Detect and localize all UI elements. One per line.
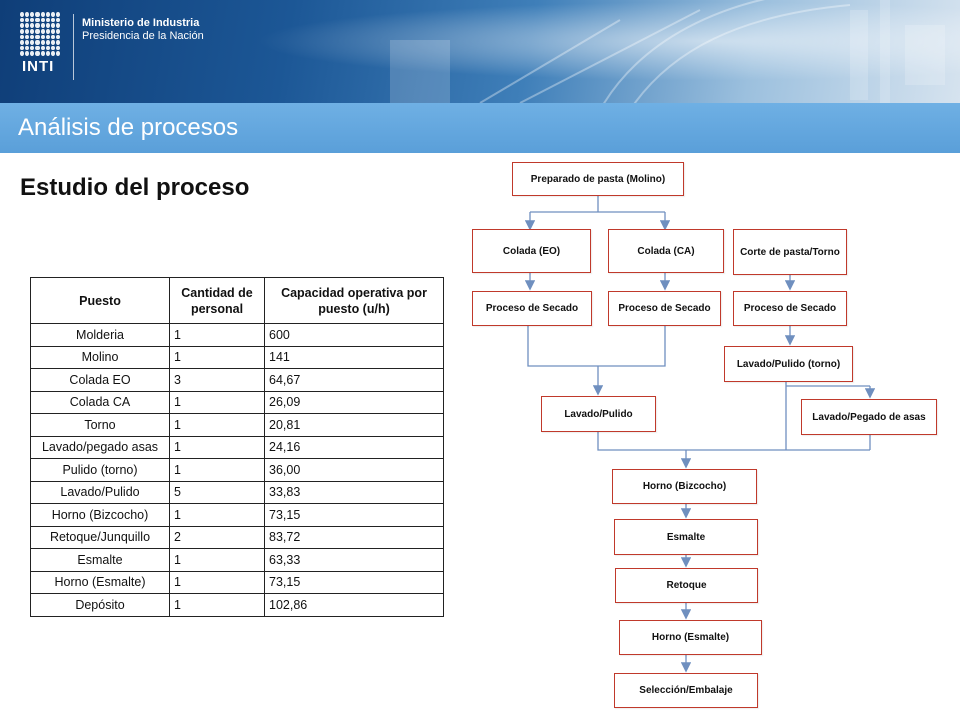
flow-box-corte: Corte de pasta/Torno (733, 229, 847, 275)
flow-box-horno-bizcocho: Horno (Bizcocho) (612, 469, 757, 504)
table-row (31, 526, 444, 549)
column-header-cantidad: Cantidad de personal (170, 278, 265, 324)
table-row (31, 459, 444, 482)
cell-capacidad: 20,81 (265, 414, 444, 437)
ministry-line-2: Presidencia de la Nación (82, 30, 204, 42)
banner-decoration (0, 0, 960, 103)
connector-secado1 (528, 326, 598, 366)
cell-capacidad: 36,00 (265, 459, 444, 482)
cell-capacidad: 102,86 (265, 594, 444, 617)
cell-capacidad: 73,15 (265, 571, 444, 594)
connector-secado2 (598, 326, 665, 366)
cell-cantidad: 1 (170, 346, 265, 369)
cell-cantidad: 1 (170, 504, 265, 527)
column-header-capacidad: Capacidad operativa por puesto (u/h) (265, 278, 444, 324)
table-row (31, 549, 444, 572)
flow-box-lavado-pulido: Lavado/Pulido (541, 396, 656, 432)
inti-logo-icon (20, 12, 60, 56)
table-row (31, 369, 444, 392)
flow-box-seleccion: Selección/Embalaje (614, 673, 758, 708)
cell-puesto: Molino (31, 346, 170, 369)
cell-cantidad: 1 (170, 324, 265, 347)
cell-capacidad: 33,83 (265, 481, 444, 504)
table-row (31, 391, 444, 414)
logo-text: INTI (22, 58, 55, 75)
flow-box-secado-2: Proceso de Secado (608, 291, 721, 326)
title-bar (0, 103, 960, 153)
cell-capacidad: 63,33 (265, 549, 444, 572)
column-header-puesto: Puesto (31, 278, 170, 324)
cell-puesto: Molderia (31, 324, 170, 347)
flow-box-lavado-pegado: Lavado/Pegado de asas (801, 399, 937, 435)
flow-box-retoque: Retoque (615, 568, 758, 603)
logo-divider (73, 14, 74, 80)
table-row (31, 324, 444, 347)
table-row (31, 346, 444, 369)
cell-capacidad: 24,16 (265, 436, 444, 459)
flow-box-preparado: Preparado de pasta (Molino) (512, 162, 684, 196)
cell-cantidad: 1 (170, 414, 265, 437)
cell-capacidad: 83,72 (265, 526, 444, 549)
cell-cantidad: 1 (170, 571, 265, 594)
section-subtitle: Estudio del proceso (20, 174, 250, 201)
table-row (31, 414, 444, 437)
cell-cantidad: 2 (170, 526, 265, 549)
flow-box-secado-3: Proceso de Secado (733, 291, 847, 326)
cell-cantidad: 1 (170, 594, 265, 617)
cell-cantidad: 5 (170, 481, 265, 504)
cell-capacidad: 73,15 (265, 504, 444, 527)
cell-puesto: Esmalte (31, 549, 170, 572)
cell-puesto: Colada CA (31, 391, 170, 414)
flow-box-colada-eo: Colada (EO) (472, 229, 591, 273)
table-row (31, 571, 444, 594)
cell-puesto: Torno (31, 414, 170, 437)
cell-puesto: Pulido (torno) (31, 459, 170, 482)
cell-capacidad: 600 (265, 324, 444, 347)
flow-box-secado-1: Proceso de Secado (472, 291, 592, 326)
cell-cantidad: 1 (170, 459, 265, 482)
cell-capacidad: 26,09 (265, 391, 444, 414)
table-row (31, 504, 444, 527)
cell-puesto: Horno (Bizcocho) (31, 504, 170, 527)
process-table (30, 277, 444, 617)
table-row (31, 436, 444, 459)
table-header-row (31, 278, 444, 324)
cell-cantidad: 1 (170, 436, 265, 459)
cell-cantidad: 1 (170, 549, 265, 572)
flow-box-esmalte: Esmalte (614, 519, 758, 555)
cell-puesto: Retoque/Junquillo (31, 526, 170, 549)
page-title: Análisis de procesos (18, 114, 239, 141)
flow-box-horno-esmalte: Horno (Esmalte) (619, 620, 762, 655)
table-row (31, 481, 444, 504)
flow-box-lavado-pulido-torno: Lavado/Pulido (torno) (724, 346, 853, 382)
cell-puesto: Depósito (31, 594, 170, 617)
flow-box-colada-ca: Colada (CA) (608, 229, 724, 273)
table-row (31, 594, 444, 617)
cell-cantidad: 1 (170, 391, 265, 414)
ministry-line-1: Ministerio de Industria (82, 17, 200, 29)
cell-puesto: Lavado/Pulido (31, 481, 170, 504)
cell-cantidad: 3 (170, 369, 265, 392)
header-banner (0, 0, 960, 103)
cell-puesto: Lavado/pegado asas (31, 436, 170, 459)
cell-puesto: Colada EO (31, 369, 170, 392)
cell-puesto: Horno (Esmalte) (31, 571, 170, 594)
ministry-label (82, 17, 204, 43)
cell-capacidad: 141 (265, 346, 444, 369)
cell-capacidad: 64,67 (265, 369, 444, 392)
